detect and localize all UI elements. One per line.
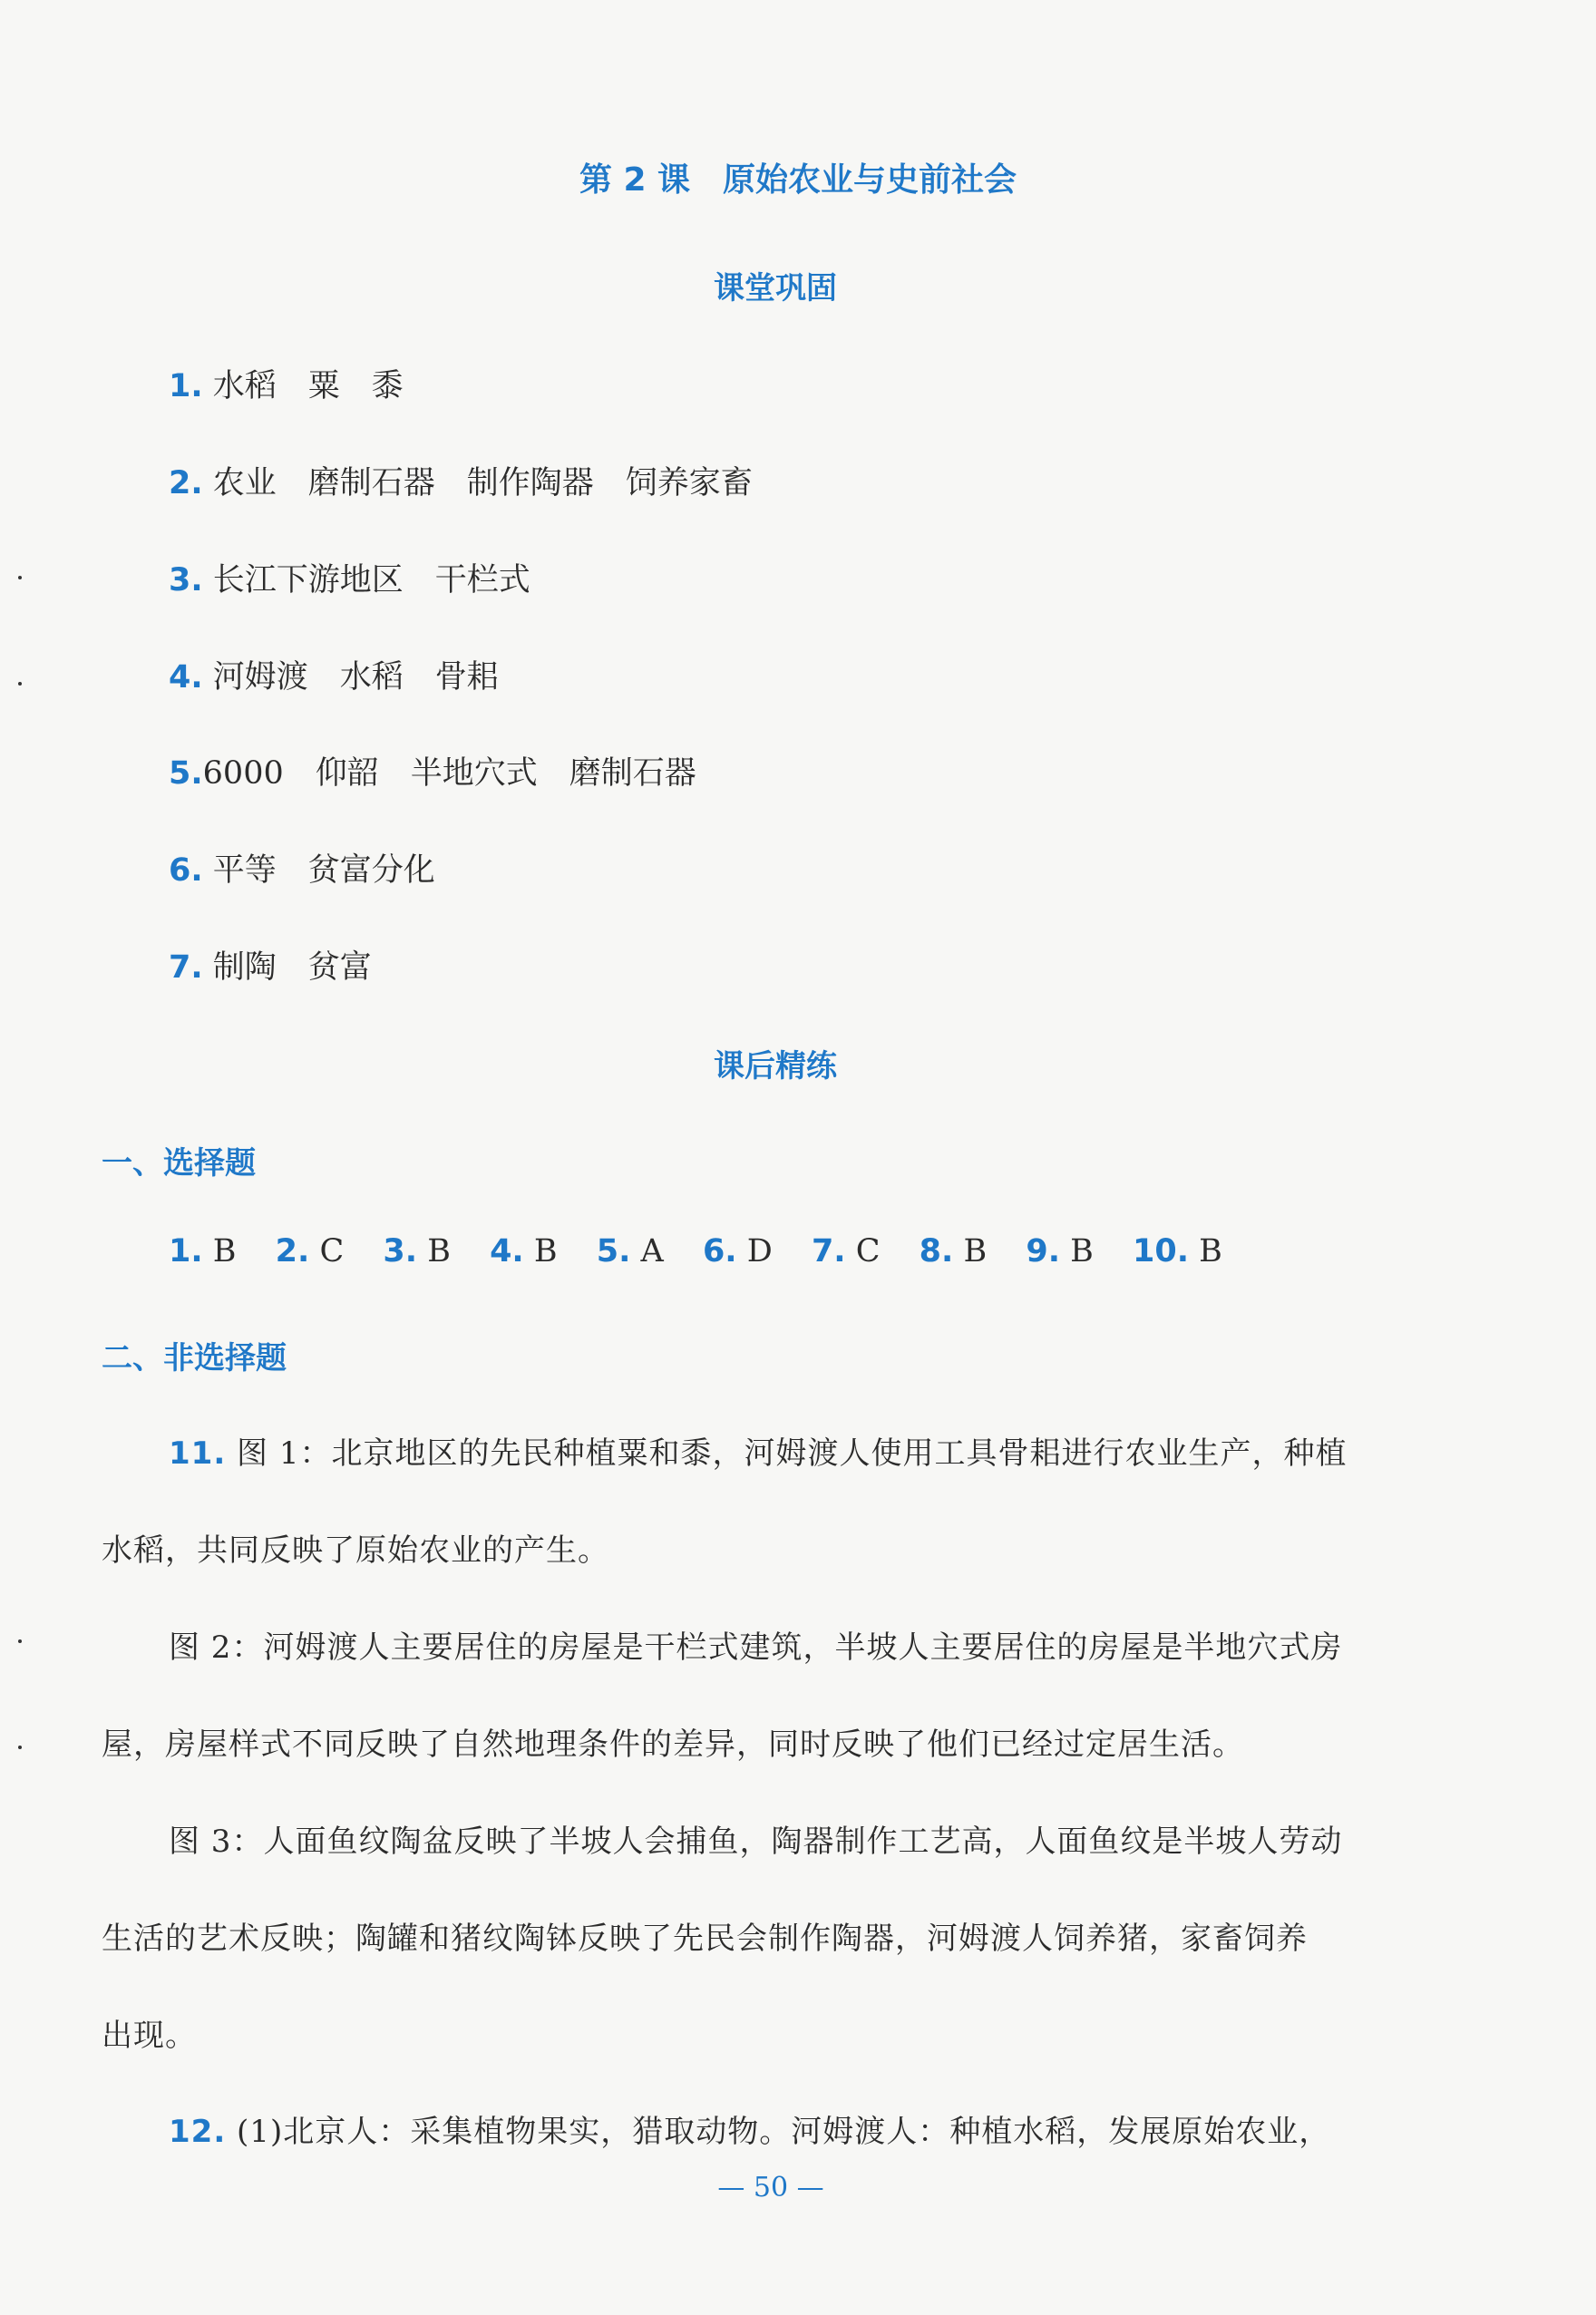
item-answer: 平等 贫富分化: [212, 852, 435, 889]
item-answer: 农业 磨制石器 制作陶器 饲养家畜: [212, 465, 753, 501]
item-number: 5.: [169, 755, 203, 792]
multiple-choice-answers: [169, 1233, 1251, 1269]
fill-item: [169, 942, 372, 987]
item-number: 4.: [169, 659, 203, 695]
item-answer: 水稻 粟 黍: [212, 368, 404, 404]
item-number: 7.: [169, 949, 203, 986]
page-number: — 50 —: [717, 2172, 824, 2203]
item-number: 6.: [169, 852, 203, 889]
mc-answer: 1. B: [169, 1233, 237, 1269]
mc-answer: 7. C: [811, 1233, 881, 1269]
q11-line: 屋，房屋样式不同反映了自然地理条件的差异，同时反映了他们已经过定居生活。: [102, 1727, 1244, 1763]
q11-line: 图 3：人面鱼纹陶盆反映了半坡人会捕鱼，陶器制作工艺高，人面鱼纹是半坡人劳动: [169, 1824, 1343, 1860]
margin-dot: [18, 1746, 22, 1749]
fill-item: [169, 748, 696, 793]
fill-item: [169, 458, 753, 503]
q11-line: 生活的艺术反映；陶罐和猪纹陶钵反映了先民会制作陶器，河姆渡人饲养猪，家畜饲养: [102, 1921, 1308, 1957]
q11-line: 11. 图 1：北京地区的先民种植粟和黍，河姆渡人使用工具骨耜进行农业生产，种植: [169, 1435, 1348, 1472]
margin-dot: [18, 682, 22, 686]
mc-answer: 2. C: [275, 1233, 345, 1269]
question-number: 12.: [169, 2114, 227, 2150]
item-answer: 河姆渡 水稻 骨耜: [212, 659, 499, 695]
lesson-title: 第 2 课 原始农业与史前社会: [579, 161, 1017, 199]
item-answer: 6000 仰韶 半地穴式 磨制石器: [202, 755, 696, 792]
mc-answer: 5. A: [596, 1233, 664, 1269]
mc-answer: 3. B: [383, 1233, 451, 1269]
mc-answer: 10. B: [1133, 1233, 1222, 1269]
mc-answer: 9. B: [1026, 1233, 1094, 1269]
mc-answer: 6. D: [702, 1233, 773, 1269]
q11-line: 出现。: [102, 2018, 197, 2054]
section-heading-after-class: 课后精练: [714, 1048, 837, 1085]
fill-item: [169, 652, 499, 697]
mc-answer: 8. B: [919, 1233, 988, 1269]
item-number: 3.: [169, 562, 203, 598]
q11-line: 水稻，共同反映了原始农业的产生。: [102, 1532, 609, 1569]
item-answer: 制陶 贫富: [212, 949, 372, 986]
margin-dot: [18, 576, 22, 579]
q12-line: 12. (1)北京人：采集植物果实，猎取动物。河姆渡人：种植水稻，发展原始农业，: [169, 2114, 1331, 2150]
fill-item: [169, 361, 404, 406]
part-heading-multiple-choice: 一、选择题: [102, 1145, 256, 1182]
item-number: 2.: [169, 465, 203, 501]
fill-item: [169, 555, 530, 600]
mc-answer: 4. B: [490, 1233, 558, 1269]
margin-dot: [18, 1639, 22, 1643]
question-number: 11.: [169, 1435, 227, 1472]
item-answer: 长江下游地区 干栏式: [212, 562, 530, 598]
q11-line: 图 2：河姆渡人主要居住的房屋是干栏式建筑，半坡人主要居住的房屋是半地穴式房: [169, 1629, 1343, 1666]
part-heading-non-choice: 二、非选择题: [102, 1340, 287, 1376]
fill-item: [169, 845, 435, 890]
section-heading-classroom: 课堂巩固: [714, 270, 837, 306]
item-number: 1.: [169, 368, 203, 404]
